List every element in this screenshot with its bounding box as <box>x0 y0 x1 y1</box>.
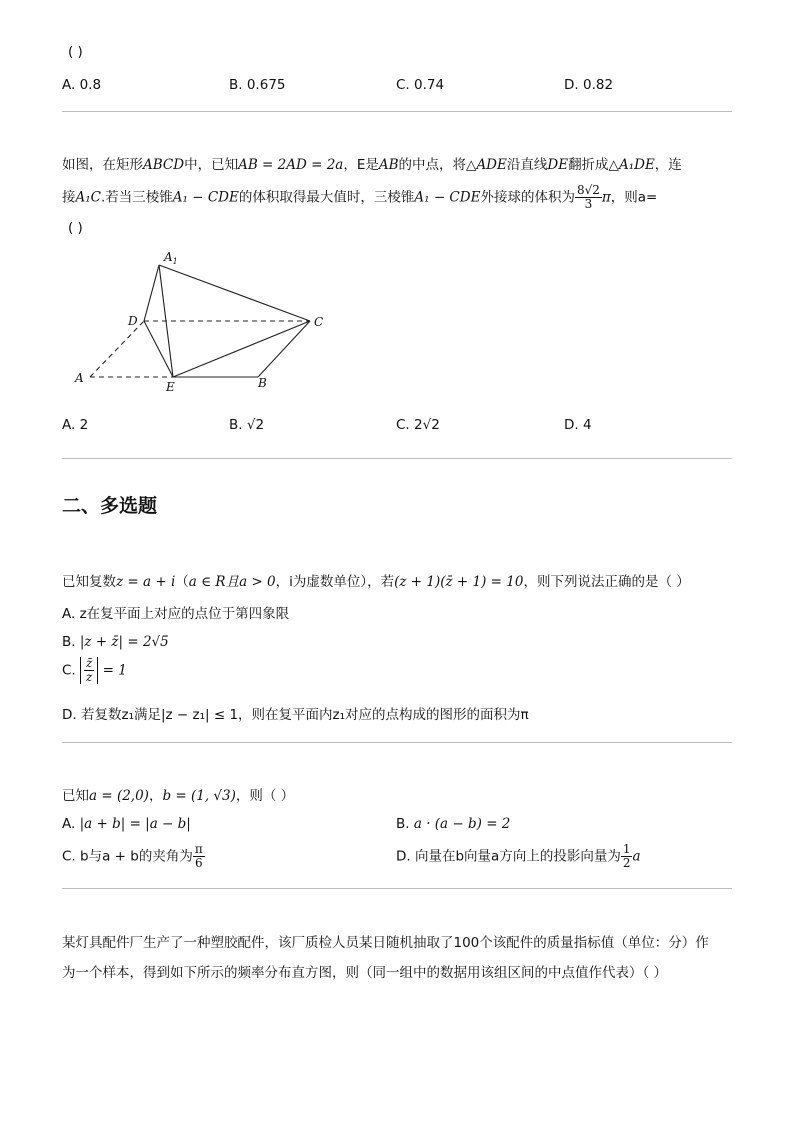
label-c: C <box>314 315 324 329</box>
option-c: C. b与a + b的夹角为 $\frac{\pi}{6}$ <box>62 842 203 870</box>
question-text-line1: 如图，在矩形ABCD中，已知AB = 2AD = 2a，E是AB的中点，将△ADE沿直线DE翻折成△A₁DE，连 <box>62 157 682 173</box>
divider <box>62 111 732 112</box>
edge-b-c <box>258 321 310 377</box>
question-text: 已知a = (2,0)，b = (1, √3)，则（ ） <box>62 788 295 804</box>
edge-a1-d <box>144 265 159 321</box>
option-c: C. $\frac{z̄}{z}$ = 1 <box>62 656 127 684</box>
question-paren: ( ) <box>68 44 83 60</box>
label-d: D <box>128 314 138 328</box>
label-e: E <box>166 380 175 394</box>
section-title: 二、多选题 <box>62 495 158 517</box>
edge-a-d <box>90 321 144 377</box>
option-b: B. √2 <box>229 417 265 433</box>
option-d: D. 4 <box>564 417 592 433</box>
divider <box>62 458 732 459</box>
question-text-line1: 某灯具配件厂生产了一种塑胶配件，该厂质检人员某日随机抽取了100个该配件的质量指标值（单位：分）作 <box>62 935 709 951</box>
option-d: D. 0.82 <box>564 77 614 93</box>
divider <box>62 888 732 889</box>
edge-e-c <box>173 321 310 377</box>
option-a: A. 2 <box>62 417 89 433</box>
divider <box>62 742 732 743</box>
label-a1: $A_1$ <box>164 250 178 266</box>
option-b: B. a · (a − b) = 2 <box>396 816 511 832</box>
option-a: A. |a + b| = |a − b| <box>62 816 191 832</box>
option-a: A. z在复平面上对应的点位于第四象限 <box>62 606 290 622</box>
edge-d-e <box>144 321 173 377</box>
question-text-line2: 为一个样本，得到如下所示的频率分布直方图，则（同一组中的数据用该组区间的中点值作代表）（ ） <box>62 965 668 981</box>
option-a: A. 0.8 <box>62 77 102 93</box>
option-c: C. 2√2 <box>396 417 440 433</box>
question-paren: ( ) <box>68 220 83 236</box>
option-b: B. 0.675 <box>229 77 286 93</box>
question-text: 已知复数z = a + i（a ∈ R且a > 0，i为虚数单位），若(z + 1)(z̄ + 1) = 10，则下列说法正确的是（ ） <box>62 574 690 590</box>
label-b: B <box>258 376 267 390</box>
label-a: A <box>75 371 84 385</box>
option-b: B. |z + z̄| = 2√5 <box>62 634 169 650</box>
question-text-line2: 接A₁C.若当三棱锥A₁ − CDE的体积取得最大值时，三棱锥A₁ − CDE外接球的体积为 $\frac{8√2}{3}$ π，则a= <box>62 183 658 211</box>
option-d: D. 向量在b向量a方向上的投影向量为 $\frac{1}{2}$ a <box>396 842 641 870</box>
volume-fraction: $\frac{8√2}{3}$ <box>576 183 600 211</box>
option-c: C. 0.74 <box>396 77 445 93</box>
edge-a1-c <box>159 265 310 321</box>
option-d: D. 若复数z₁满足|z − z₁| ≤ 1，则在复平面内z₁对应的点构成的图形的面积为π <box>62 707 529 723</box>
tetrahedron-figure <box>70 245 340 395</box>
